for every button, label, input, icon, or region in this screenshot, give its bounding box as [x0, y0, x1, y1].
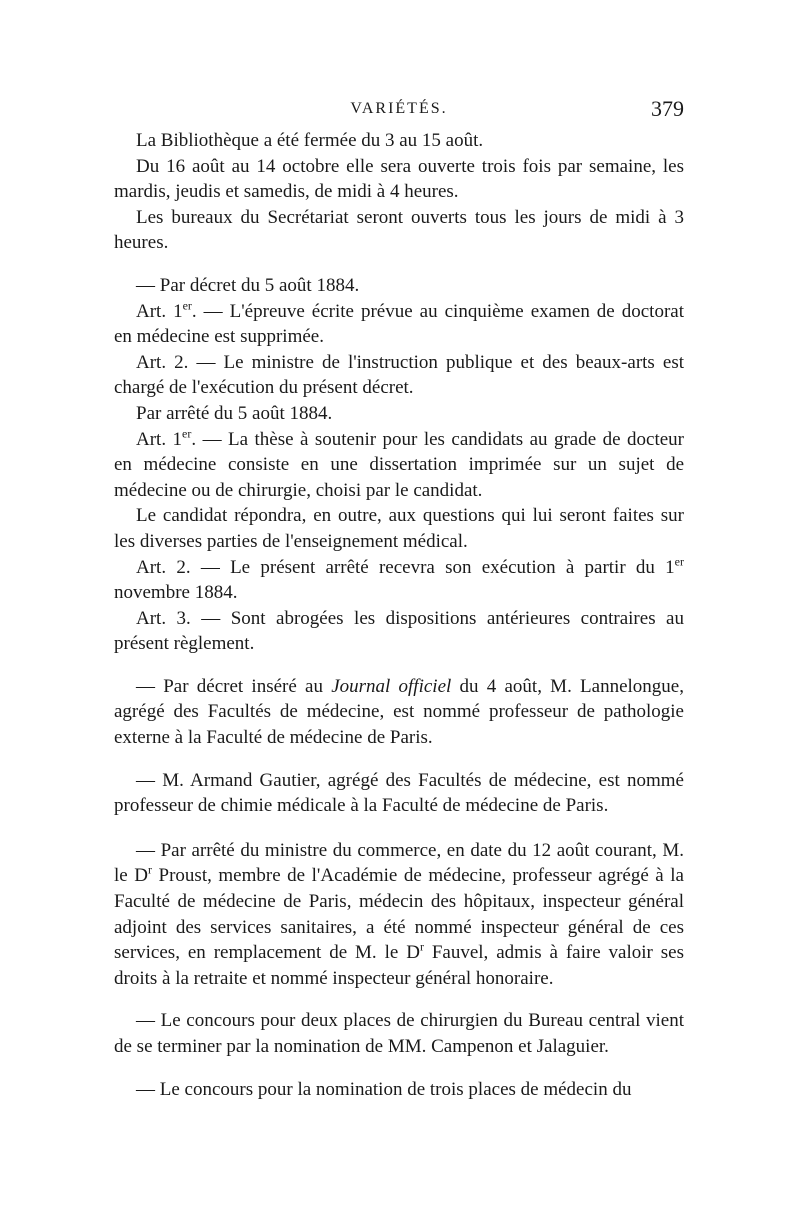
text-span: Art. 1 — [136, 300, 183, 322]
paragraph-decree-art1 — [114, 299, 684, 350]
page-header — [114, 96, 684, 126]
page-number: 379 — [651, 96, 684, 121]
text-span: Fauvel, admis à faire valoir ses droits à la retraite et nommé inspecteur général honoraire. — [114, 942, 684, 989]
paragraph-lannelongue — [114, 674, 684, 751]
text-span: — Par arrêté du ministre du commerce, en date du 12 août courant, M. le D — [114, 839, 684, 887]
text-span: du 4 août, M. Lannelongue, agrégé des Facultés de médecine, est nommé professeur de pathologie externe à la Faculté de médecine de Paris. — [114, 675, 684, 749]
text-span: Proust, membre de l'Académie de médecine, professeur agrégé à la Faculté de médecine de Paris, médecin des hôpitaux, inspecteur général adjoint des services sanitaires, a été nommé inspecteur général de ces services, en remplacement de M. le D — [114, 865, 684, 964]
paragraph-library-hours: Du 16 août au 14 octobre elle sera ouverte trois fois par semaine, les mardis, jeudis et samedis, de midi à 4 heures. — [114, 155, 684, 203]
superscript: r — [147, 863, 152, 878]
paragraph-concours-medecin: — Le concours pour la nomination de trois places de médecin du — [136, 1078, 632, 1100]
paragraph-arrete-art2 — [114, 555, 684, 606]
superscript: r — [419, 939, 424, 954]
paragraph-decree-art2: Art. 2. — Le ministre de l'instruction publique et des beaux-arts est chargé de l'exécution du présent décret. — [114, 351, 684, 399]
text-span: . — La thèse à soutenir pour les candidats au grade de docteur en médecine consiste en une dissertation imprimée sur un sujet de médecine ou de chirurgie, choisi par le candidat. — [114, 428, 684, 501]
text-span: novembre 1884. — [114, 582, 238, 604]
superscript: er — [182, 426, 192, 441]
journal-title: Journal officiel — [331, 675, 452, 697]
text-span: . — L'épreuve écrite prévue au cinquième examen de doctorat en médecine est supprimée. — [114, 300, 684, 348]
text-span: — Par décret inséré au — [136, 675, 332, 697]
paragraph-library-closure: La Bibliothèque a été fermée du 3 au 15 août. — [136, 130, 484, 151]
paragraph-decree-heading: — Par décret du 5 août 1884. — [136, 274, 360, 296]
superscript: er — [674, 554, 684, 569]
paragraph-arrete-art1 — [114, 427, 684, 504]
paragraph-concours-chirurgien: — Le concours pour deux places de chirurgien du Bureau central vient de se terminer par la nomination de MM. Campenon et Jalaguier. — [114, 1010, 684, 1057]
paragraph-secretariat-hours: Les bureaux du Secrétariat seront ouverts tous les jours de midi à 3 heures. — [114, 206, 684, 254]
superscript: er — [182, 298, 192, 313]
paragraph-gautier: — M. Armand Gautier, agrégé des Facultés de médecine, est nommé professeur de chimie médicale à la Faculté de médecine de Paris. — [114, 769, 684, 817]
body-text — [114, 128, 684, 1102]
text-span: Art. 1 — [136, 428, 183, 450]
paragraph-arrete-art3: Art. 3. — Sont abrogées les dispositions antérieures contraires au présent règlement. — [114, 607, 684, 655]
paragraph-proust — [114, 838, 684, 992]
paragraph-arrete-candidate: Le candidat répondra, en outre, aux questions qui lui seront faites sur les diverses parties de l'enseignement médical. — [114, 505, 684, 552]
paragraph-arrete-heading: Par arrêté du 5 août 1884. — [136, 402, 333, 424]
text-span: Art. 2. — Le présent arrêté recevra son exécution à partir du 1 — [136, 556, 675, 578]
running-title: VARIÉTÉS. — [350, 100, 448, 117]
